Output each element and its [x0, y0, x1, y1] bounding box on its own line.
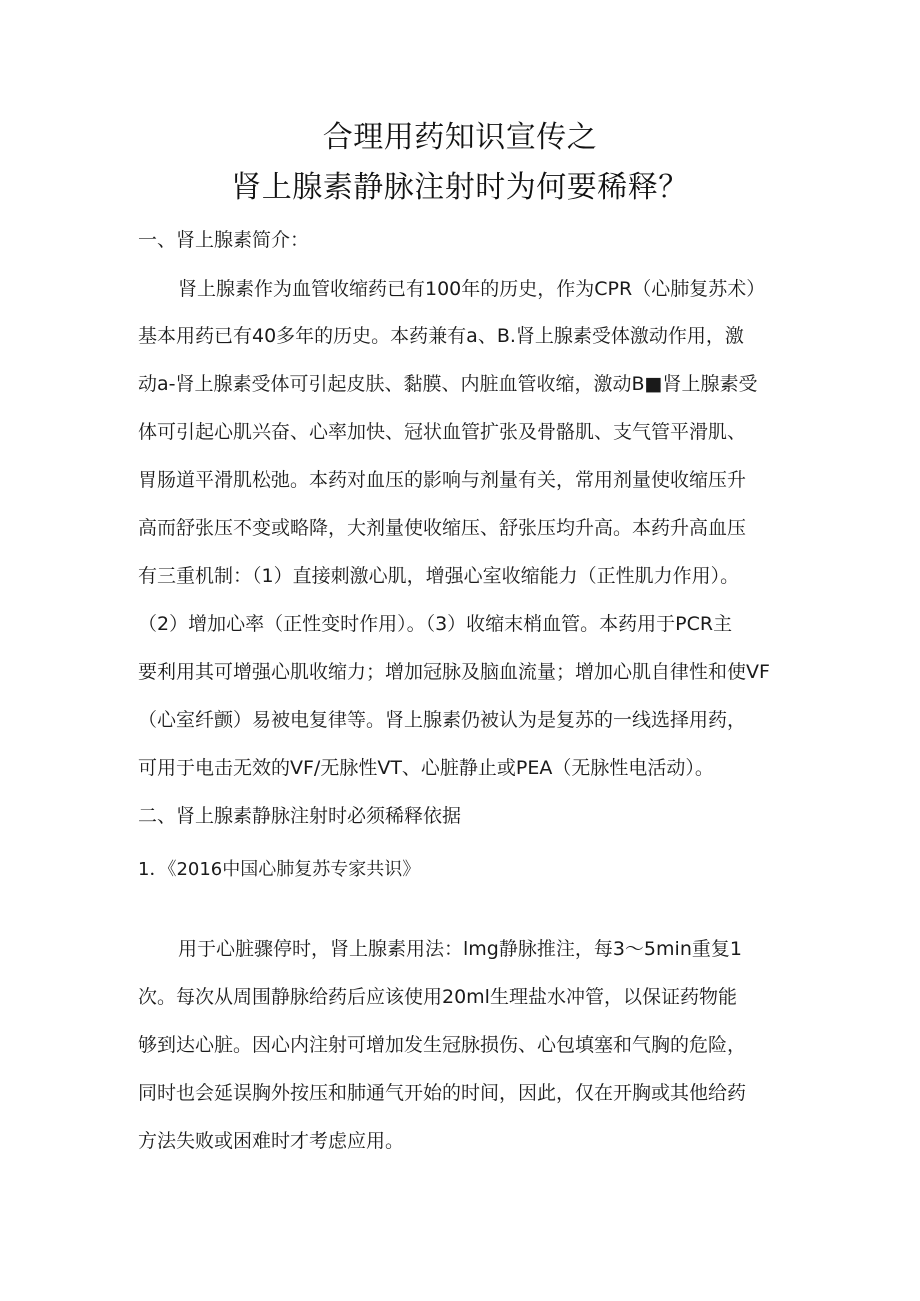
- paragraph-line: 要利用其可增强心肌收缩力；增加冠脉及脑血流量；增加心肌自律性和使VF: [138, 661, 770, 683]
- section2-heading: 二、肾上腺素静脉注射时必须稀释依据: [138, 805, 462, 827]
- paragraph-line: 体可引起心肌兴奋、心率加快、冠状血管扩张及骨骼肌、支气管平滑肌、: [138, 421, 747, 443]
- paragraph-line: 次。每次从周围静脉给药后应该使用20ml生理盐水冲管，以保证药物能: [138, 986, 737, 1008]
- paragraph-line: 用于心脏骤停时，肾上腺素用法：lmg静脉推注，每3～5min重复1: [178, 938, 742, 960]
- paragraph-line: 动a-肾上腺素受体可引起皮肤、黏膜、内脏血管收缩，激动B■肾上腺素受: [138, 373, 758, 395]
- section1-heading: 一、肾上腺素简介：: [138, 229, 310, 251]
- section2-subheading: 1．《2016中国心肺复苏专家共识》: [138, 859, 421, 880]
- paragraph-line: 有三重机制：（1）直接刺激心肌，增强心室收缩能力（正性肌力作用）。: [138, 565, 740, 587]
- paragraph-line: 基本用药已有40多年的历史。本药兼有a、B.肾上腺素受体激动作用，激: [138, 325, 744, 347]
- paragraph-line: 可用于电击无效的VF/无脉性VT、心脏静止或PEA（无脉性电活动）。: [138, 757, 714, 779]
- paragraph-line: 胃肠道平滑肌松弛。本药对血压的影响与剂量有关，常用剂量使收缩压升: [138, 469, 747, 491]
- paragraph-line: 够到达心脏。因心内注射可增加发生冠脉损伤、心包填塞和气胸的危险，: [138, 1034, 747, 1056]
- page-title-line1: 合理用药知识宣传之: [322, 120, 598, 155]
- paragraph-line: 同时也会延误胸外按压和肺通气开始的时间，因此，仅在开胸或其他给药: [138, 1082, 747, 1104]
- paragraph-line: 高而舒张压不变或略降，大剂量使收缩压、舒张压均升高。本药升高血压: [138, 517, 747, 539]
- paragraph-line: （2）增加心率（正性变时作用）。（3）收缩末梢血管。本药用于PCR主: [138, 613, 733, 635]
- page-title-line2: 肾上腺素静脉注射时为何要稀释？: [231, 170, 689, 205]
- paragraph-line: （心室纤颤）易被电复律等。肾上腺素仍被认为是复苏的一线选择用药，: [138, 709, 747, 731]
- paragraph-line: 肾上腺素作为血管收缩药已有100年的历史，作为CPR（心肺复苏术）: [178, 278, 766, 300]
- paragraph-line: 方法失败或困难时才考虑应用。: [138, 1130, 405, 1152]
